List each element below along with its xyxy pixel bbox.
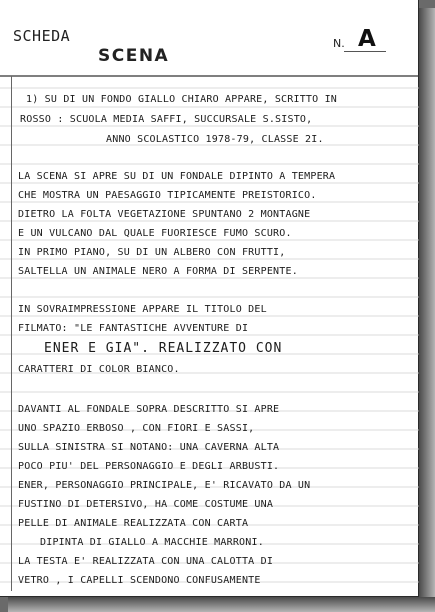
text-line: CARATTERI DI COLOR BIANCO. [18,364,180,375]
sheet-letter: A [358,26,376,52]
text-line: UNO SPAZIO ERBOSO , CON FIORI E SASSI, [18,423,255,434]
page-title: SCENA [98,46,170,66]
margin-line [11,76,12,591]
text-line: SULLA SINISTRA SI NOTANO: UNA CAVERNA ALTA [18,442,280,453]
text-line: VETRO , I CAPELLI SCENDONO CONFUSAMENTE [18,575,261,586]
text-line: LA SCENA SI APRE SU DI UN FONDALE DIPINTO A TEMPERA [18,171,336,182]
text-line: ENER, PERSONAGGIO PRINCIPALE, E' RICAVATO DA UN [18,480,311,491]
text-line: PELLE DI ANIMALE REALIZZATA CON CARTA [18,518,249,529]
text-line: SALTELLA UN ANIMALE NERO A FORMA DI SERPENTE. [18,266,298,277]
text-line: DIPINTA DI GIALLO A MACCHIE MARRONI. [40,537,264,548]
text-line: DIETRO LA FOLTA VEGETAZIONE SPUNTANO 2 MONTAGNE [18,209,311,220]
text-line: CHE MOSTRA UN PAESAGGIO TIPICAMENTE PREISTORICO. [18,190,317,201]
text-line: IN SOVRAIMPRESSIONE APPARE IL TITOLO DEL [18,304,267,315]
text-line: 1) SU DI UN FONDO GIALLO CHIARO APPARE, SCRITTO IN [26,94,338,105]
text-line: DAVANTI AL FONDALE SOPRA DESCRITTO SI APRE [18,404,280,415]
text-line: LA TESTA E' REALIZZATA CON UNA CALOTTA DI [18,556,274,567]
text-line: ENER E GIA". REALIZZATO CON [44,341,283,356]
text-line: POCO PIU' DEL PERSONAGGIO E DEGLI ARBUSTI. [18,461,280,472]
header-scheda-label: SCHEDA [13,27,71,45]
page-shadow-right [419,8,435,612]
text-line: FUSTINO DI DETERSIVO, HA COME COSTUME UNA [18,499,274,510]
page-shadow-bottom [8,597,435,612]
text-line: ROSSO : SCUOLA MEDIA SAFFI, SUCCURSALE S.SISTO, [20,114,313,125]
text-line: E UN VULCANO DAL QUALE FUORIESCE FUMO SCURO. [18,228,292,239]
text-line: ANNO SCOLASTICO 1978-79, CLASSE 2I. [106,134,324,145]
number-label: N. [333,37,345,50]
text-line: IN PRIMO PIANO, SU DI UN ALBERO CON FRUTTI, [18,247,286,258]
text-line: FILMATO: "LE FANTASTICHE AVVENTURE DI [18,323,249,334]
